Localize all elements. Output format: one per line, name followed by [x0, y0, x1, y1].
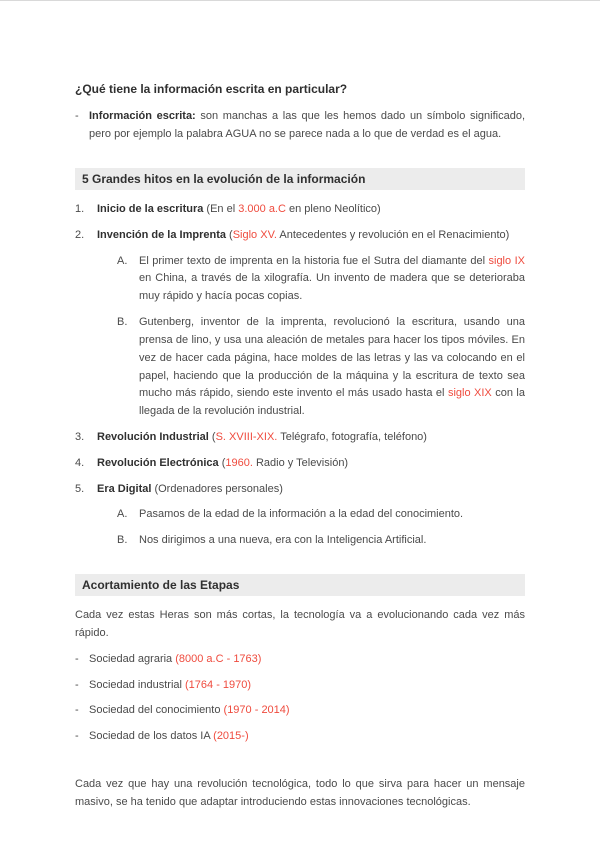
- text-run: (2015-): [213, 730, 249, 743]
- list-item: [75, 253, 525, 306]
- text-run: (1764 - 1970): [185, 678, 252, 691]
- text-run: Siglo XV.: [232, 228, 277, 241]
- section-heading: ¿Qué tiene la información escrita en particular?: [75, 82, 348, 96]
- text-content: [139, 314, 525, 421]
- text-run: Sociedad industrial: [89, 678, 186, 691]
- list-marker: -: [75, 110, 79, 123]
- list-item: [75, 728, 525, 746]
- text-run: S. XVIII-XIX.: [215, 430, 278, 443]
- list-marker: 4.: [75, 456, 85, 469]
- text-run: (: [218, 456, 226, 469]
- text-run: Sociedad de los datos IA: [89, 730, 214, 743]
- text-run: (: [208, 430, 216, 443]
- text-run: en pleno Neolítico): [285, 203, 381, 215]
- list-marker: -: [75, 652, 79, 665]
- text-content: [97, 429, 525, 447]
- list-marker: -: [75, 678, 79, 691]
- text-run: Inicio de la escritura: [97, 203, 204, 215]
- list-item: [75, 651, 525, 669]
- list-marker: 2.: [75, 228, 85, 241]
- list-marker: A.: [117, 254, 128, 267]
- text-run: Cada vez estas Heras son más cortas, la tecnología va a evolucionando cada vez más rápido.: [75, 609, 525, 639]
- list-item: [75, 677, 525, 695]
- section-heading: Acortamiento de las Etapas: [75, 574, 525, 596]
- section-heading: 5 Grandes hitos en la evolución de la información: [75, 168, 525, 190]
- list-marker: 1.: [75, 203, 85, 215]
- text-run: Nos dirigimos a una nueva, era con la Inteligencia Artificial.: [139, 534, 427, 547]
- list-item: [75, 227, 525, 245]
- text-run: Pasamos de la edad de la información a la edad del conocimiento.: [139, 508, 464, 521]
- paragraph: [75, 607, 525, 643]
- list-item: [75, 455, 525, 473]
- list-marker: -: [75, 704, 79, 717]
- list-marker: 5.: [75, 482, 85, 495]
- text-run: (En el: [203, 203, 239, 215]
- text-run: (Ordenadores personales): [151, 482, 283, 495]
- text-run: siglo XIX: [447, 387, 492, 400]
- list-item: [75, 108, 525, 144]
- text-run: con la llegada de la revolución industrial.: [139, 387, 525, 418]
- text-content: [75, 609, 525, 639]
- text-run: Revolución Electrónica: [97, 456, 219, 469]
- list-item: [75, 429, 525, 447]
- text-content: [89, 728, 525, 746]
- text-run: 1960.: [225, 456, 253, 469]
- section-hitos: [75, 168, 525, 550]
- text-run: Radio y Televisión): [252, 456, 349, 469]
- paragraph: [75, 776, 525, 812]
- text-content: [89, 702, 525, 720]
- list-marker: B.: [117, 316, 128, 329]
- list-item: [75, 481, 525, 499]
- text-run: Sociedad agraria: [89, 652, 176, 665]
- text-run: siglo IX: [488, 254, 525, 267]
- text-content: [139, 253, 525, 306]
- section-etapas: [75, 574, 525, 812]
- text-content: [89, 108, 525, 144]
- list-item: [75, 702, 525, 720]
- list-item: [75, 532, 525, 550]
- text-content: [89, 677, 525, 695]
- text-run: El primer texto de imprenta en la historia fue el Sutra del diamante del: [139, 254, 489, 267]
- list-item: [75, 201, 525, 219]
- text-run: Era Digital: [97, 482, 152, 495]
- text-content: [97, 455, 525, 473]
- text-run: Telégrafo, fotografía, teléfono): [277, 430, 427, 443]
- text-run: Invención de la Imprenta: [97, 228, 226, 241]
- text-content: [97, 201, 525, 219]
- text-run: (1970 - 2014): [223, 704, 290, 717]
- list-item: [75, 314, 525, 421]
- text-run: Sociedad del conocimiento: [89, 704, 224, 717]
- text-run: son manchas a las que les hemos dado un símbolo significado, pero por ejemplo la palabra AGUA no se parece nada a lo que de verdad es el agua.: [89, 110, 526, 140]
- text-run: Cada vez que hay una revolución tecnológica, todo lo que sirva para hacer un mensaje masivo, se ha tenido que adaptar introduciendo estas innovaciones tecnológicas.: [75, 778, 525, 808]
- list-marker: 3.: [75, 430, 85, 443]
- text-content: [89, 651, 525, 669]
- text-content: [139, 532, 525, 550]
- text-run: Revolución Industrial: [97, 430, 209, 443]
- text-run: (8000 a.C - 1763): [175, 652, 262, 665]
- list-marker: A.: [117, 508, 128, 521]
- list-item: [75, 506, 525, 524]
- text-run: en China, a través de la xilografía. Un invento de madera que se deterioraba muy rápido y hacía pocas copias.: [139, 272, 525, 303]
- text-content: [75, 778, 525, 808]
- text-content: [97, 481, 525, 499]
- section-intro: [75, 81, 525, 144]
- text-run: Información escrita:: [89, 110, 196, 123]
- text-run: Gutenberg, inventor de la imprenta, revolucionó la escritura, usando una prensa de lino, y usa una aleación de metales para hacer los tipos móviles. En vez de hacer cada página, hace moldes de las letras y las va colocando en el papel, haciendo que la producción de la máquina y la escritura de texto sea mucho más rápido, siendo este invento el más usado hasta el: [139, 316, 525, 400]
- list-marker: B.: [117, 534, 128, 547]
- text-run: (: [225, 228, 233, 241]
- text-content: [97, 227, 525, 245]
- text-run: Antecedentes y revolución en el Renacimiento): [276, 228, 510, 241]
- text-content: [139, 506, 525, 524]
- text-run: 3.000 a.C: [238, 203, 286, 215]
- list-marker: -: [75, 730, 79, 743]
